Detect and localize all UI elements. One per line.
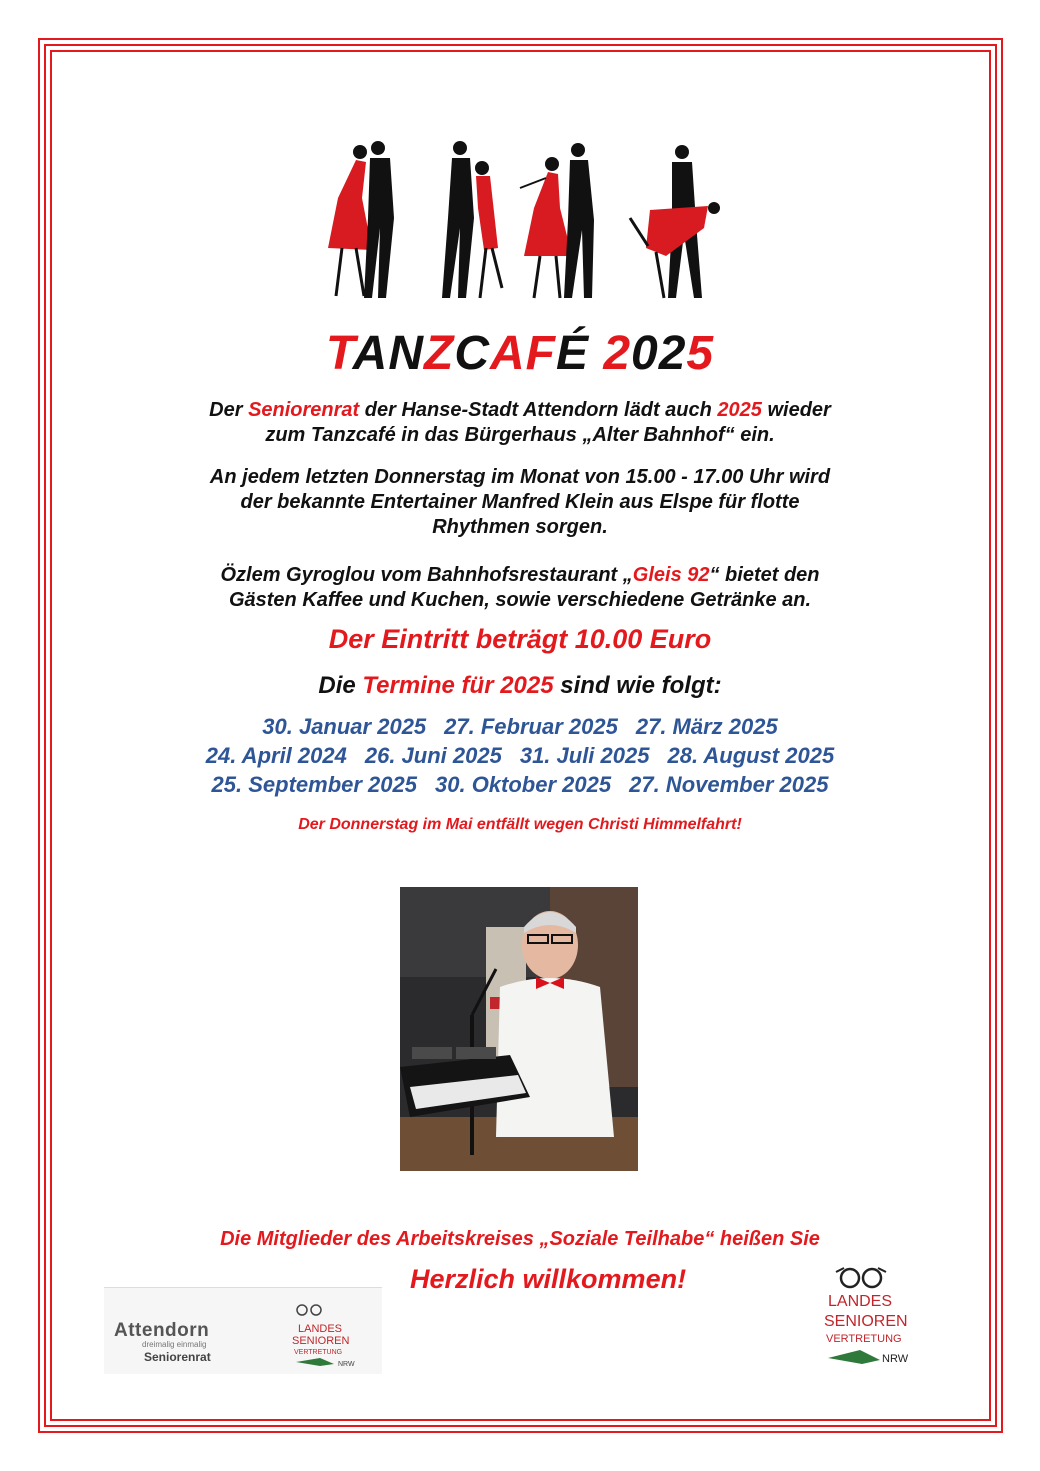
entertainer-photo xyxy=(400,887,638,1171)
lsv-small-line-1: LANDES xyxy=(298,1323,343,1335)
date-item: 25. September 2025 xyxy=(211,772,417,797)
intro-paragraph-2 xyxy=(100,465,940,540)
title-segment: AN xyxy=(352,327,424,380)
date-item: 27. März 2025 xyxy=(635,714,778,739)
title-segment: 02 xyxy=(631,327,687,380)
year-highlight: 2025 xyxy=(717,399,762,421)
title-segment: 2 xyxy=(588,327,632,380)
members-greeting: Die Mitglieder des Arbeitskreises „Soziale Teilhabe“ heißen Sie xyxy=(220,1228,820,1250)
lsv-small-line-3: VERTRETUNG xyxy=(294,1349,343,1356)
lsv-small-line-4: NRW xyxy=(338,1361,355,1368)
attendorn-logo-name: Attendorn xyxy=(114,1320,210,1341)
title-segment: T xyxy=(325,327,353,380)
intro-paragraph-3 xyxy=(100,563,940,613)
lsv-line-1: LANDES xyxy=(828,1293,893,1310)
dates-heading-highlight: Termine für 2025 xyxy=(362,672,554,699)
dates-heading-text: Die xyxy=(318,672,363,699)
date-item: 30. Oktober 2025 xyxy=(435,772,612,797)
title-segment: É xyxy=(555,327,589,380)
intro-text: “ bietet den xyxy=(709,564,820,586)
lsv-line-2: SENIOREN xyxy=(824,1313,908,1330)
intro-text: An jedem letzten Donnerstag im Monat von 15.00 - 17.00 Uhr wird xyxy=(209,466,831,488)
date-item: 30. Januar 2025 xyxy=(262,714,427,739)
seniorenrat-label: Seniorenrat xyxy=(144,1350,211,1364)
attendorn-logo-tagline: dreimalig einmalig xyxy=(142,1340,207,1349)
lsv-line-3: VERTRETUNG xyxy=(826,1333,902,1345)
title-segment: AF xyxy=(489,327,556,380)
welcome-text: Herzlich willkommen! xyxy=(410,1264,687,1294)
entry-fee: Der Eintritt beträgt 10.00 Euro xyxy=(328,624,712,654)
intro-text: Rhythmen sorgen. xyxy=(432,516,608,538)
date-item: 24. April 2024 xyxy=(205,743,347,768)
lsv-line-4: NRW xyxy=(882,1353,909,1365)
seniorenrat-highlight: Seniorenrat xyxy=(248,399,360,421)
dates-row-1 xyxy=(0,712,1040,741)
dates-heading xyxy=(0,672,1040,700)
attendorn-seniorenrat-logo xyxy=(104,1287,382,1374)
landesseniorenvertretung-logo xyxy=(822,1262,918,1374)
lsv-small-line-2: SENIOREN xyxy=(292,1335,350,1347)
dates-heading-text: sind wie folgt: xyxy=(553,672,722,699)
may-cancellation-note: Der Donnerstag im Mai entfällt wegen Christi Himmelfahrt! xyxy=(298,816,742,833)
dates-row-2 xyxy=(0,741,1040,770)
intro-text: Özlem Gyroglou vom Bahnhofsrestaurant „ xyxy=(220,564,633,586)
dates-row-3 xyxy=(0,770,1040,799)
title-segment: Z xyxy=(423,327,455,380)
title-segment: 5 xyxy=(686,327,715,380)
page-title xyxy=(0,326,1040,381)
date-item: 28. August 2025 xyxy=(667,743,835,768)
date-item: 31. Juli 2025 xyxy=(519,743,650,768)
intro-paragraph-1 xyxy=(100,398,940,448)
couple-1 xyxy=(328,141,394,298)
couple-4 xyxy=(630,145,720,298)
intro-text: der Hanse-Stadt Attendorn lädt auch xyxy=(359,399,718,421)
restaurant-highlight: Gleis 92 xyxy=(632,564,710,586)
dancing-couples-illustration xyxy=(320,138,725,308)
couple-3 xyxy=(520,143,594,298)
intro-text: der bekannte Entertainer Manfred Klein aus Elspe für flotte xyxy=(240,491,800,513)
couple-2 xyxy=(442,141,502,298)
intro-text: zum Tanzcafé in das Bürgerhaus „Alter Bahnhof“ ein. xyxy=(265,424,775,446)
title-segment: C xyxy=(454,327,490,380)
dates-list xyxy=(0,712,1040,799)
intro-text: Gästen Kaffee und Kuchen, sowie verschiedene Getränke an. xyxy=(228,589,812,611)
date-item: 27. November 2025 xyxy=(629,772,829,797)
landesseniorenvertretung-small-logo xyxy=(290,1300,380,1370)
date-item: 26. Juni 2025 xyxy=(364,743,502,768)
intro-text: Der xyxy=(209,399,249,421)
date-item: 27. Februar 2025 xyxy=(444,714,618,739)
intro-text: wieder xyxy=(761,399,831,421)
